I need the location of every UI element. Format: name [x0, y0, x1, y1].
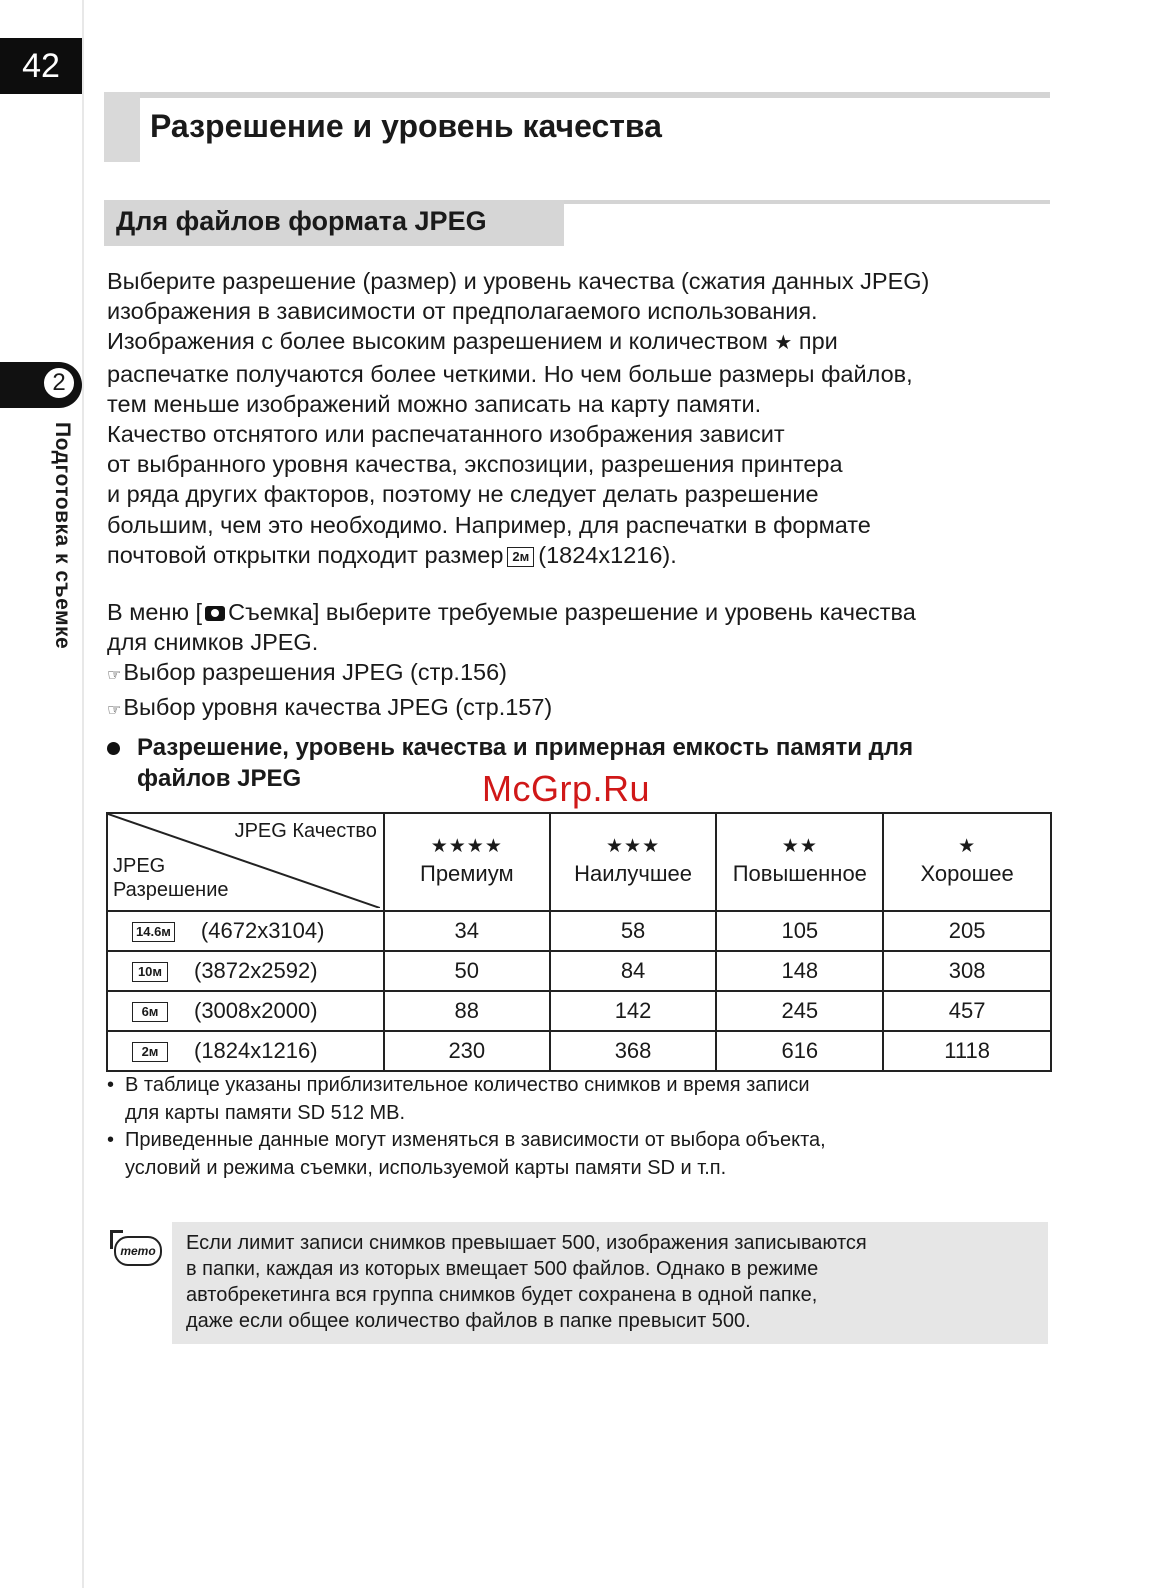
table-cell: 616 — [716, 1031, 883, 1071]
table-cell: 368 — [550, 1031, 717, 1071]
table-cell: 230 — [384, 1031, 550, 1071]
memo-icon: memo — [108, 1230, 160, 1272]
table-cell: 148 — [716, 951, 883, 991]
resolution-icon: 14.6м — [132, 922, 175, 942]
text-line: В меню [ Съемка] выберите требуемые разрешение и уровень качества — [107, 599, 916, 625]
table-cell: 34 — [384, 911, 550, 951]
left-margin-strip — [0, 0, 84, 1588]
table-notes — [107, 1072, 1047, 1182]
text-line: Изображения с более высоким разрешением и количеством ★ при — [107, 328, 838, 355]
section-subtitle: Для файлов формата JPEG — [116, 206, 487, 236]
table-cell: 105 — [716, 911, 883, 951]
text-line: от выбранного уровня качества, экспозиции, разрешения принтера — [107, 451, 843, 478]
table-cell: 58 — [550, 911, 717, 951]
corner-resolution-label: JPEG Разрешение — [113, 855, 229, 901]
resolution-icon: 6м — [132, 1002, 168, 1022]
page-number: 42 — [0, 38, 82, 94]
chapter-number: 2 — [42, 366, 76, 400]
chapter-label: Подготовка к съемке — [51, 422, 74, 650]
star-icon: ★ — [774, 332, 793, 355]
column-header-premium: ★★★★ Премиум — [384, 813, 550, 911]
resolution-icon: 2м — [132, 1042, 168, 1062]
camera-icon — [205, 606, 225, 621]
text-line: тем меньше изображений можно записать на карту памяти. — [107, 390, 762, 417]
star-icon: ★ — [958, 836, 977, 857]
intro-paragraph — [107, 266, 1047, 570]
table-row — [107, 951, 1051, 991]
table-cell: 205 — [883, 911, 1051, 951]
star-icon: ★★★ — [606, 836, 661, 857]
resolution-cell: 6м (3008x2000) — [107, 991, 384, 1031]
capacity-table — [106, 812, 1052, 1072]
table-corner-cell — [107, 813, 384, 911]
menu-paragraph — [107, 597, 1047, 726]
star-icon: ★★★★ — [430, 836, 503, 857]
resolution-2m-icon: 2м — [507, 547, 534, 567]
note-item: • В таблице указаны приблизительное количество снимков и время записи для карты памяти SD 512 MB. — [107, 1072, 1047, 1127]
bullet-icon — [107, 742, 120, 755]
column-header-better: ★★ Повышенное — [716, 813, 883, 911]
table-cell: 308 — [883, 951, 1051, 991]
text-line: для снимков JPEG. — [107, 629, 319, 656]
text-line: большим, чем это необходимо. Например, для распечатки в формате — [107, 511, 871, 538]
text-line: распечатке получаются более четкими. Но чем больше размеры файлов, — [107, 360, 913, 387]
star-icon: ★★ — [781, 836, 818, 857]
table-heading: Разрешение, уровень качества и примерная емкость памяти для файлов JPEG — [107, 732, 1047, 794]
column-header-good: ★ Хорошее — [883, 813, 1051, 911]
table-cell: 142 — [550, 991, 717, 1031]
text-line: почтовой открытки подходит размер 2м (1824x1216). — [107, 541, 677, 568]
text-line: и ряда других факторов, поэтому не следует делать разрешение — [107, 481, 819, 508]
table-cell: 245 — [716, 991, 883, 1031]
page-title: Разрешение и уровень качества — [150, 108, 662, 144]
table-row — [107, 991, 1051, 1031]
pointing-hand-icon: ☞ — [107, 667, 122, 685]
table-cell: 1118 — [883, 1031, 1051, 1071]
pointing-hand-icon: ☞ — [107, 701, 122, 719]
resolution-icon: 10м — [132, 962, 168, 982]
note-item: • Приведенные данные могут изменяться в зависимости от выбора объекта, условий и режима съемки, используемой карты памяти SD и т.п. — [107, 1127, 1047, 1182]
table-cell: 84 — [550, 951, 717, 991]
table-cell: 50 — [384, 951, 550, 991]
text-line: изображения в зависимости от предполагаемого использования. — [107, 298, 818, 325]
resolution-cell: 2м (1824x1216) — [107, 1031, 384, 1071]
column-header-best: ★★★ Наилучшее — [550, 813, 717, 911]
text-line: Качество отснятого или распечатанного изображения зависит — [107, 421, 785, 448]
table-cell: 457 — [883, 991, 1051, 1031]
watermark: McGrp.Ru — [482, 768, 651, 809]
table-cell: 88 — [384, 991, 550, 1031]
resolution-cell: 14.6м (4672x3104) — [107, 911, 384, 951]
table-row — [107, 911, 1051, 951]
corner-quality-label: JPEG Качество — [234, 820, 377, 842]
reference-link: ☞Выбор разрешения JPEG (стр.156) — [107, 659, 507, 686]
title-bar — [104, 92, 1050, 162]
resolution-cell: 10м (3872x2592) — [107, 951, 384, 991]
memo-text: Если лимит записи снимков превышает 500, изображения записываются в папки, каждая из которых вмещает 500 файлов. Однако в режиме автобрекетинга вся группа снимков будет сохранена в одной папке, даже если общее количество файлов в папке превысит 500. — [186, 1232, 867, 1332]
subtitle-bar — [104, 200, 1050, 246]
table-header-row — [107, 813, 1051, 911]
text-line: Выберите разрешение (размер) и уровень качества (сжатия данных JPEG) — [107, 268, 930, 294]
table-row — [107, 1031, 1051, 1071]
reference-link: ☞Выбор уровня качества JPEG (стр.157) — [107, 693, 553, 720]
